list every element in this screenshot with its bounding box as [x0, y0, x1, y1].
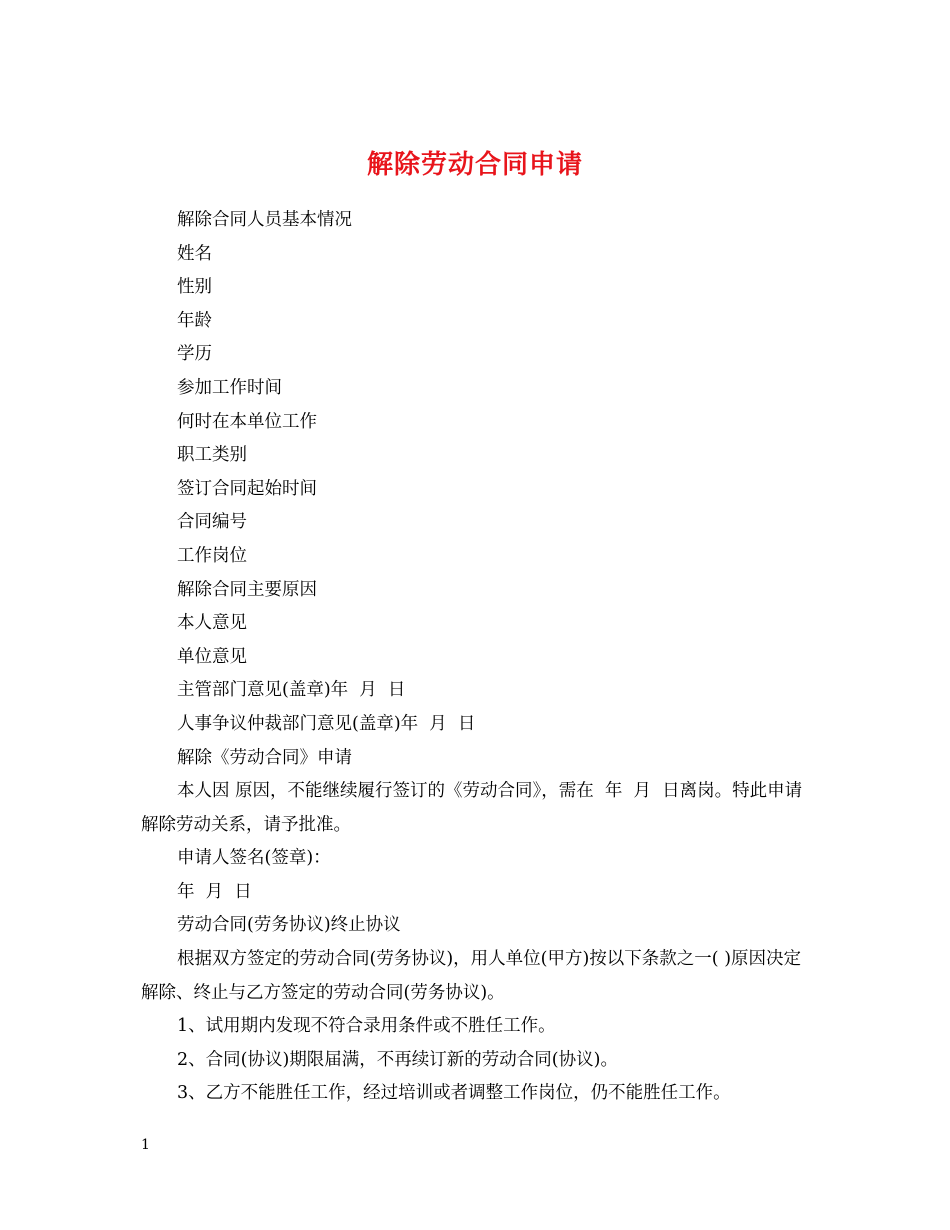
paragraph: 解除合同主要原因 [177, 579, 317, 600]
document-body [141, 204, 811, 1111]
paragraph: 解除合同人员基本情况 [177, 210, 352, 230]
paragraph: 解除《劳动合同》申请 [177, 747, 352, 768]
paragraph: 本人因 原因，不能继续履行签订的《劳动合同》，需在 年 月 日离岗。特此申请解除劳动关系，请予批准。 [141, 781, 803, 835]
paragraph: 申请人签名(签章)： [177, 848, 331, 869]
paragraph: 本人意见 [177, 613, 247, 634]
paragraph: 学历 [177, 344, 212, 365]
paragraph: 根据双方签定的劳动合同(劳务协议)，用人单位(甲方)按以下条款之一( )原因决定解除、终止与乙方签定的劳动合同(劳务协议)。 [141, 949, 802, 1003]
paragraph: 签订合同起始时间 [177, 478, 317, 499]
paragraph: 2、合同(协议)期限届满，不再续订新的劳动合同(协议)。 [177, 1049, 618, 1070]
paragraph: 姓名 [177, 243, 212, 264]
paragraph: 3、乙方不能胜任工作，经过培训或者调整工作岗位，仍不能胜任工作。 [177, 1083, 731, 1104]
paragraph: 合同编号 [177, 512, 247, 533]
paragraph: 单位意见 [177, 646, 247, 667]
paragraph: 年龄 [177, 310, 212, 331]
document-title: 解除劳动合同申请 [366, 150, 583, 181]
paragraph: 何时在本单位工作 [177, 411, 317, 432]
paragraph: 参加工作时间 [177, 377, 282, 398]
paragraph: 职工类别 [177, 445, 247, 466]
page-number: 1 [141, 1137, 150, 1153]
paragraph: 性别 [177, 277, 212, 298]
paragraph: 年 月 日 [177, 881, 252, 902]
paragraph: 劳动合同(劳务协议)终止协议 [177, 915, 401, 936]
paragraph: 工作岗位 [177, 545, 247, 566]
paragraph: 1、试用期内发现不符合录用条件或不胜任工作。 [177, 1016, 556, 1037]
paragraph: 人事争议仲裁部门意见(盖章)年 月 日 [177, 713, 476, 734]
paragraph: 主管部门意见(盖章)年 月 日 [177, 680, 406, 701]
